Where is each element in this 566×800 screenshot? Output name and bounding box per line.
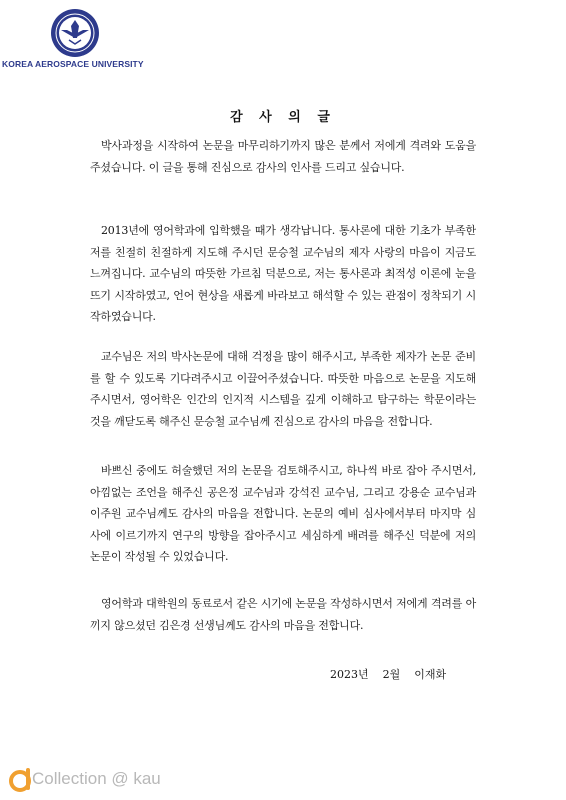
paragraph: 바쁘신 중에도 허술했던 저의 논문을 검토해주시고, 하나씩 바로 잡아 주시면서, 아낌없는 조언을 해주신 공은정 교수님과 강석진 교수님, 그리고 강용순 교수님과 이주원 교수님께도 감사의 마음을 전합니다. 논문의 예비 심사에서부터 마지막 심사에 이르기까지 연구의 방향을 잡아주시고 세심하게 배려를 해주신 덕분에 저의 논문이 작성될 수 있었습니다.: [90, 464, 476, 563]
university-seal-icon: [50, 8, 100, 58]
paragraph: 박사과정을 시작하여 논문을 마무리하기까지 많은 분께서 저에게 격려와 도움을 주셨습니다. 이 글을 통해 진심으로 감사의 인사를 드리고 싶습니다.: [90, 139, 476, 174]
dcollection-footer: [8, 766, 198, 794]
university-header: [0, 8, 170, 68]
page-title: 감 사 의 글: [230, 110, 336, 125]
signature-line: 2023년 2월 이재화: [330, 668, 447, 681]
paragraph: 영어학과 대학원의 동료로서 같은 시기에 논문을 작성하시면서 저에게 격려를 아끼지 않으셨던 김은경 선생님께도 감사의 마음을 전합니다.: [90, 597, 476, 632]
dcollection-brand-text: Collection @ kau: [32, 769, 161, 788]
university-name: KOREA AEROSPACE UNIVERSITY: [2, 59, 144, 69]
paragraph: 교수님은 저의 박사논문에 대해 걱정을 많이 해주시고, 부족한 제자가 논문 준비를 할 수 있도록 기다려주시고 이끌어주셨습니다. 따뜻한 마음으로 논문을 지도해 주시면서, 영어학은 인간의 인지적 시스템을 깊게 이해하고 탐구하는 학문이라는 것을 깨닫도록 해주신 문승철 교수님께 진심으로 감사의 마음을 전합니다.: [90, 350, 476, 428]
paragraph: 2013년에 영어학과에 입학했을 때가 생각납니다. 통사론에 대한 기초가 부족한 저를 친절히 친절하게 지도해 주시던 문승철 교수님의 제자 사랑의 마음이 지금도 느껴집니다. 교수님의 따뜻한 가르침 덕분으로, 저는 통사론과 최적성 이론에 눈을 뜨기 시작하였고, 언어 현상을 새롭게 바라보고 해석할 수 있는 관점이 정착되기 시작하였습니다.: [90, 224, 476, 323]
